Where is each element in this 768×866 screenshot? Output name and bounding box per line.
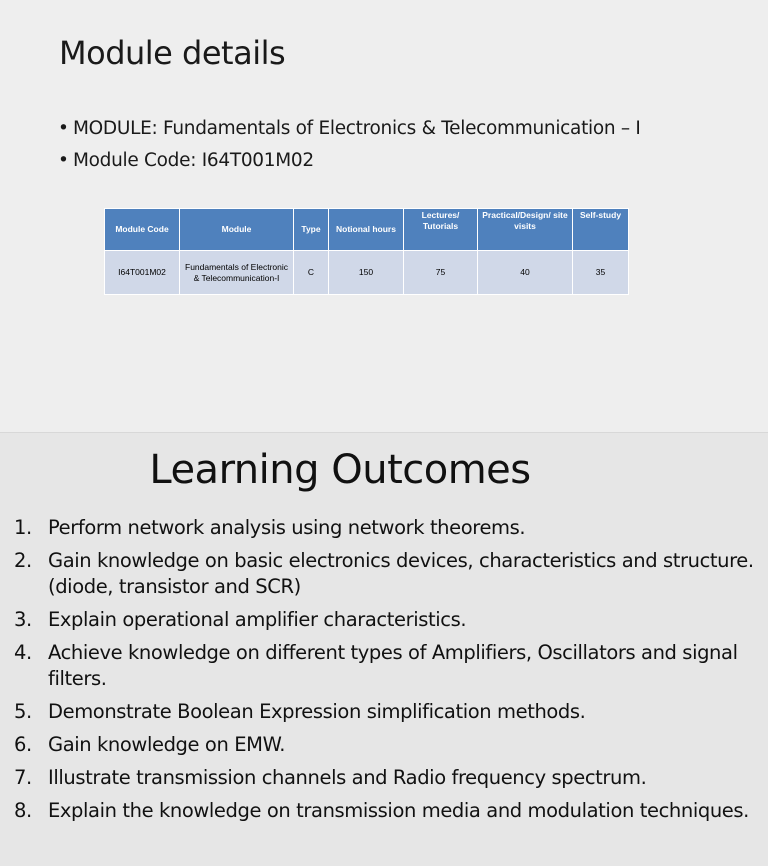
- list-text: Explain operational amplifier characteristics.: [48, 608, 467, 631]
- slide-module-details: [0, 0, 768, 432]
- list-text: Illustrate transmission channels and Radio frequency spectrum.: [48, 766, 647, 789]
- slide-learning-outcomes: [0, 432, 768, 866]
- list-item: [14, 765, 754, 791]
- header-type: Type: [294, 209, 329, 251]
- header-notional-hours: Notional hours: [329, 209, 404, 251]
- header-module: Module: [180, 209, 294, 251]
- list-number: 1.: [14, 516, 32, 539]
- bullet-icon: •: [58, 150, 69, 171]
- list-text: Gain knowledge on basic electronics devices, characteristics and structure.(diode, transistor and SCR): [48, 549, 754, 598]
- list-number: 5.: [14, 700, 32, 723]
- list-number: 7.: [14, 766, 32, 789]
- cell-practical-design: 40: [478, 251, 573, 295]
- header-lectures-tutorials: Lectures/ Tutorials: [404, 209, 478, 251]
- list-text: Perform network analysis using network theorems.: [48, 516, 526, 539]
- cell-self-study: 35: [573, 251, 629, 295]
- bullet-item-module-code: [58, 148, 641, 180]
- bullet-text: MODULE: Fundamentals of Electronics & Telecommunication – I: [73, 118, 641, 139]
- cell-module-code: I64T001M02: [105, 251, 180, 295]
- slide-title: Learning Outcomes: [149, 447, 531, 493]
- slide-title: Module details: [59, 34, 286, 72]
- list-number: 3.: [14, 608, 32, 631]
- list-text: Explain the knowledge on transmission media and modulation techniques.: [48, 799, 749, 822]
- list-text: Demonstrate Boolean Expression simplification methods.: [48, 700, 586, 723]
- cell-type: C: [294, 251, 329, 295]
- module-table: [104, 208, 629, 295]
- cell-module: Fundamentals of Electronic & Telecommunication-I: [180, 251, 294, 295]
- list-text: Gain knowledge on EMW.: [48, 733, 286, 756]
- list-item: [14, 607, 754, 633]
- table-header-row: [105, 209, 629, 251]
- cell-notional-hours: 150: [329, 251, 404, 295]
- header-module-code: Module Code: [105, 209, 180, 251]
- list-number: 4.: [14, 641, 32, 664]
- outcomes-list: [14, 515, 754, 831]
- header-practical-design: Practical/Design/ site visits: [478, 209, 573, 251]
- list-number: 6.: [14, 733, 32, 756]
- cell-lectures-tutorials: 75: [404, 251, 478, 295]
- list-number: 2.: [14, 549, 32, 572]
- list-item: [14, 640, 754, 692]
- list-text: Achieve knowledge on different types of Amplifiers, Oscillators and signal filters.: [48, 641, 738, 690]
- table-row: [105, 251, 629, 295]
- list-number: 8.: [14, 799, 32, 822]
- list-item: [14, 515, 754, 541]
- bullet-text: Module Code: I64T001M02: [73, 150, 314, 171]
- list-item: [14, 732, 754, 758]
- header-self-study: Self-study: [573, 209, 629, 251]
- bullet-icon: •: [58, 118, 69, 139]
- bullet-item-module: [58, 116, 641, 148]
- list-item: [14, 798, 754, 824]
- bullet-list: [58, 116, 641, 180]
- list-item: [14, 699, 754, 725]
- list-item: [14, 548, 754, 600]
